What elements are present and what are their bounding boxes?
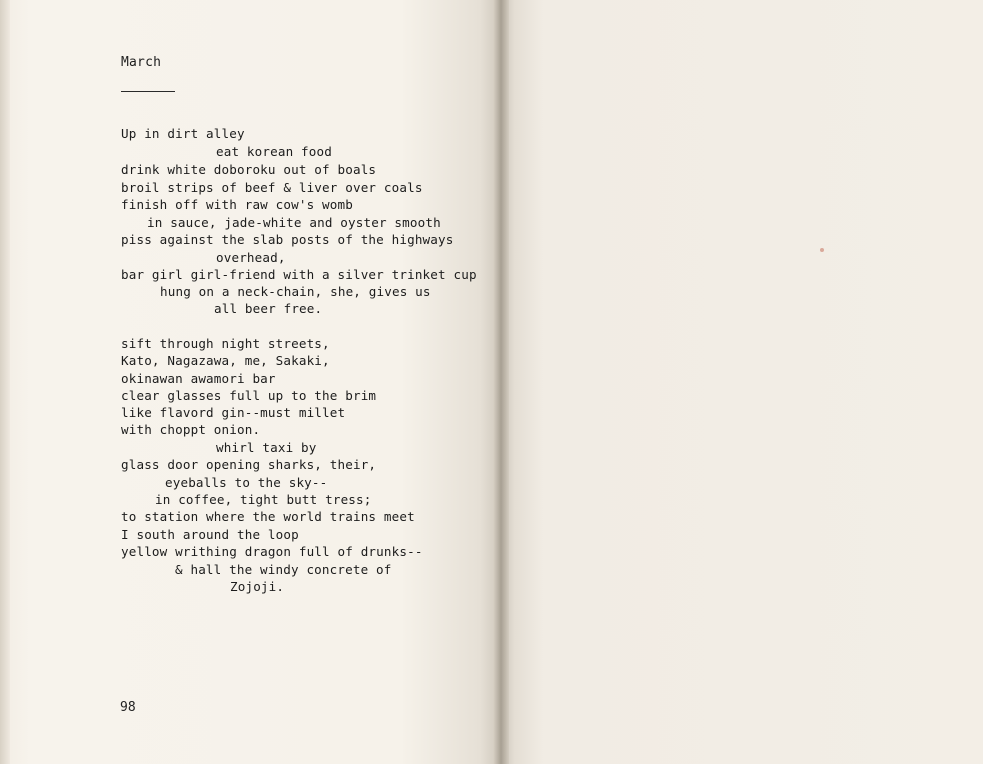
poem-title: March — [121, 55, 162, 70]
poem-line: broil strips of beef & liver over coals — [121, 180, 423, 195]
poem-line: finish off with raw cow's womb — [121, 197, 353, 212]
poem-line: Up in dirt alley — [121, 126, 245, 141]
poem-line: with choppt onion. — [121, 422, 261, 437]
poem-line: & hall the windy concrete of — [175, 562, 392, 577]
poem-line: bar girl girl-friend with a silver trinket cup — [121, 267, 477, 282]
poem-line: like flavord gin--must millet — [121, 405, 346, 420]
paper-speck — [820, 248, 824, 252]
poem-line: piss against the slab posts of the highways — [121, 232, 454, 247]
poem-line: drink white doboroku out of boals — [121, 162, 377, 177]
poem-line: clear glasses full up to the brim — [121, 388, 377, 403]
poem-line: whirl taxi by — [216, 440, 317, 455]
poem-line: yellow writhing dragon full of drunks-- — [121, 544, 423, 559]
poem-line: all beer free. — [214, 301, 323, 316]
poem-line: overhead, — [216, 250, 286, 265]
poem-line: I south around the loop — [121, 527, 299, 542]
left-page-edge — [0, 0, 10, 764]
poem-line: Zojoji. — [230, 579, 285, 594]
poem-line: in coffee, tight butt tress; — [155, 492, 372, 507]
poem-line: Kato, Nagazawa, me, Sakaki, — [121, 353, 330, 368]
title-underline — [121, 91, 175, 92]
poem-line: glass door opening sharks, their, — [121, 457, 377, 472]
book-gutter — [493, 0, 509, 764]
poem-line: okinawan awamori bar — [121, 371, 276, 386]
poem-line: eyeballs to the sky-- — [165, 475, 328, 490]
poem-line: in sauce, jade-white and oyster smooth — [147, 215, 441, 230]
poem-line: sift through night streets, — [121, 336, 330, 351]
page-number: 98 — [120, 700, 136, 715]
poem-line: to station where the world trains meet — [121, 509, 415, 524]
poem-line: hung on a neck-chain, she, gives us — [160, 284, 431, 299]
right-page — [500, 0, 983, 764]
poem-line: eat korean food — [216, 144, 332, 159]
